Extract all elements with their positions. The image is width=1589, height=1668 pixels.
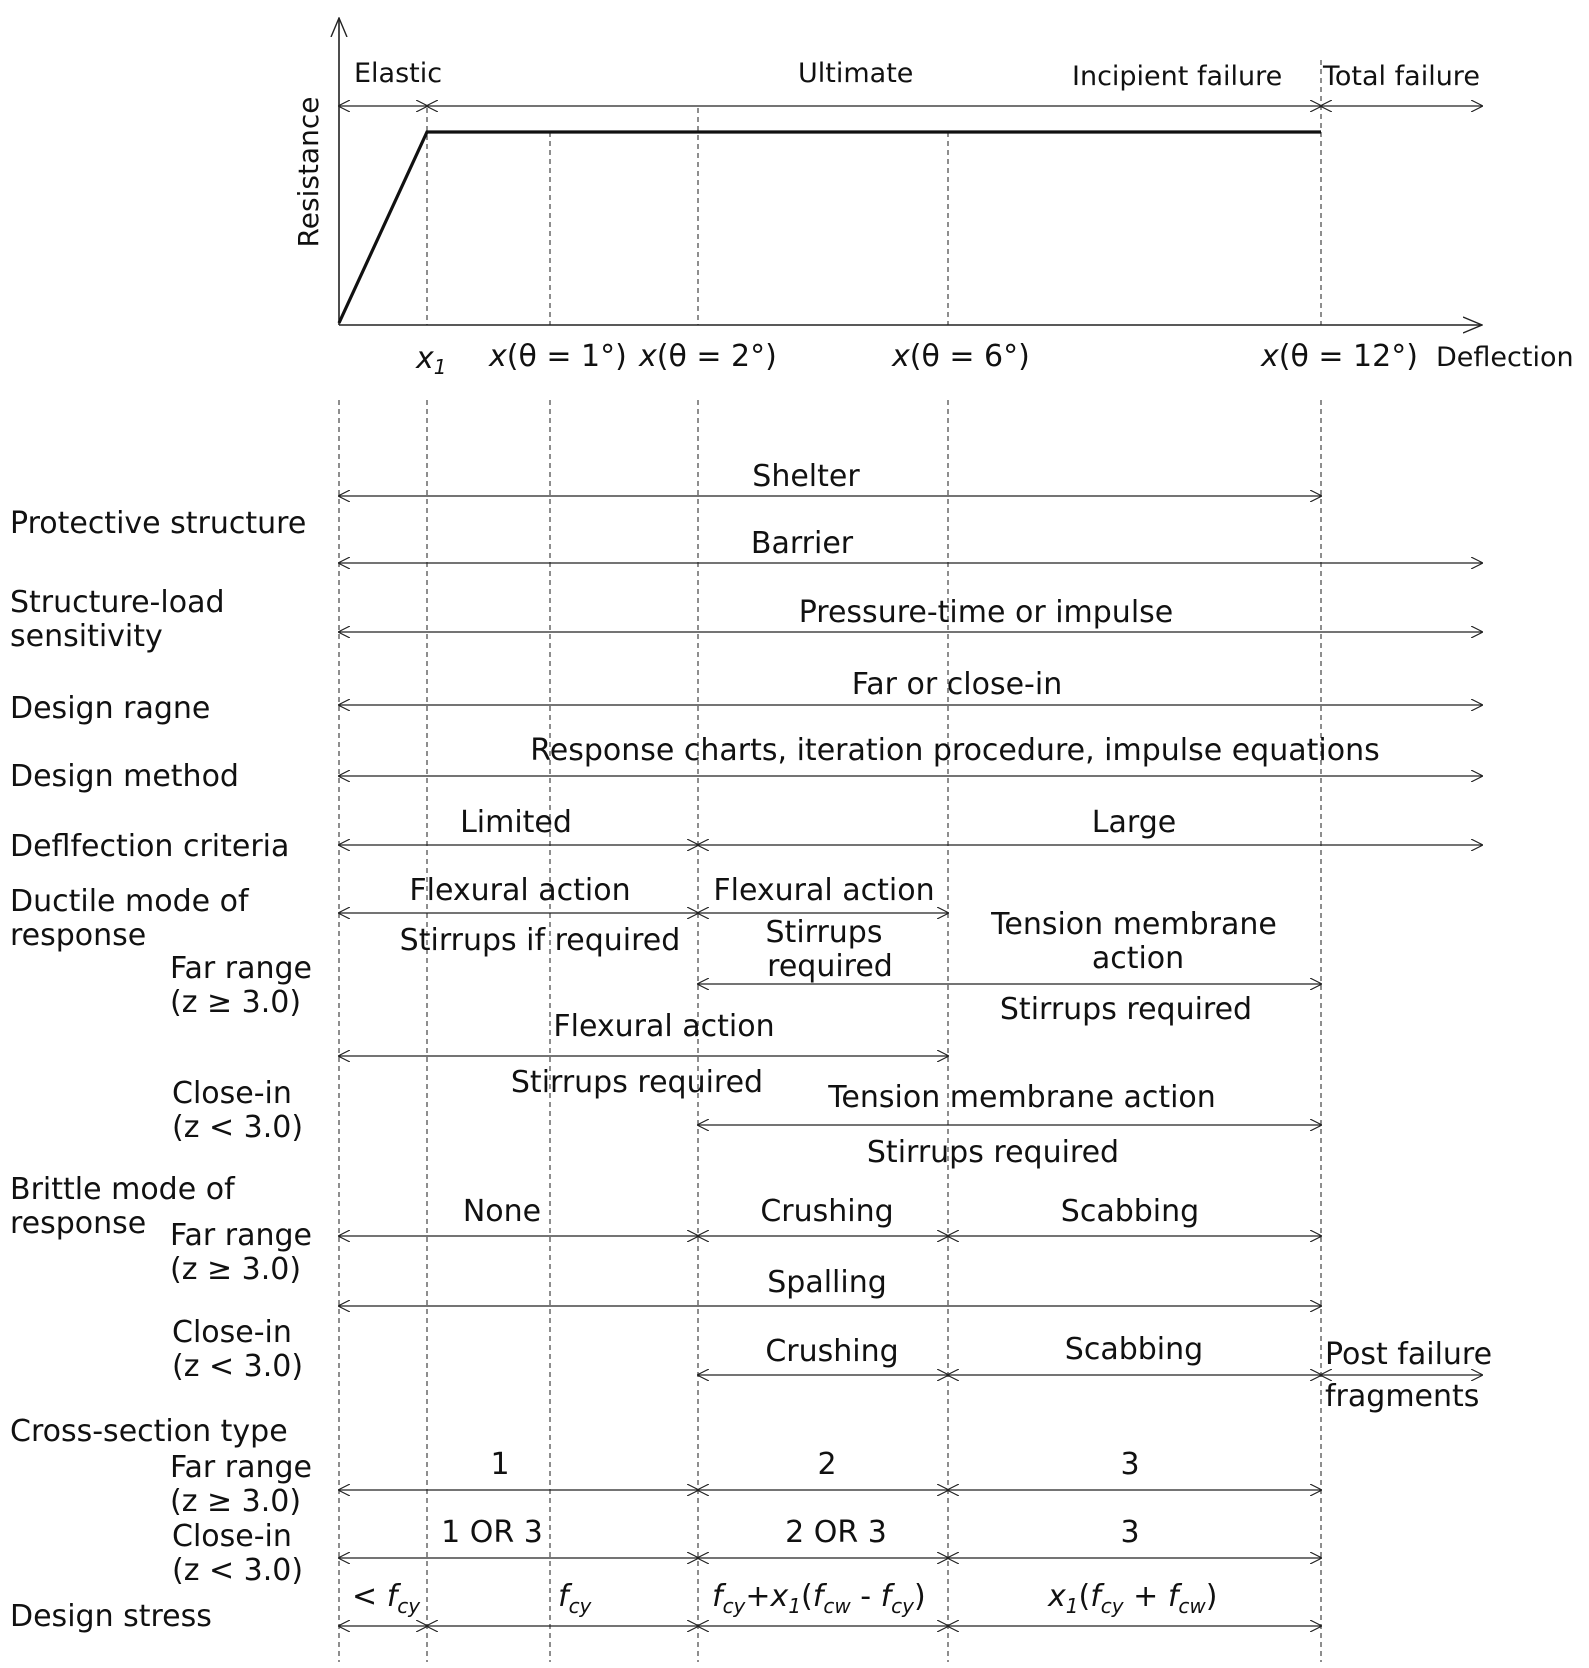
formula-part: f (880, 1579, 892, 1614)
label-ductile-response: response (10, 918, 147, 953)
sub-labels (170, 951, 312, 1588)
label-structure-load: Structure-load (10, 585, 225, 620)
label-design-stress: Design stress (10, 1599, 212, 1634)
label-cs-1-or-3: 1 OR 3 (441, 1515, 543, 1550)
row-labels (400, 459, 1380, 1550)
label-ductile-mode: Ductile mode of (10, 884, 249, 919)
stress-less-than-fcy: < $f_{cy}$ (352, 1579, 421, 1618)
label-crushing-far: Crushing (760, 1194, 894, 1229)
reference-lines (339, 60, 1321, 1662)
x-axis-label: Deflection (1436, 342, 1574, 373)
deflection-ticks (415, 339, 1418, 379)
formula-part: - (850, 1579, 881, 1614)
tick-x1: $x_1$ (416, 341, 447, 379)
zone-incipient-failure: Incipient failure (1072, 61, 1283, 92)
zone-total-failure: Total failure (1323, 61, 1480, 92)
cross-far-z: (z ≥ 3.0) (170, 1484, 302, 1519)
label-tension-membrane-close: Tension membrane action (828, 1080, 1216, 1115)
brittle-far-z: (z ≥ 3.0) (170, 1252, 302, 1287)
label-post-failure: Post failure (1325, 1337, 1493, 1372)
label-spalling: Spalling (767, 1265, 887, 1300)
label-fragments: fragments (1325, 1379, 1480, 1414)
label-stirrups-required-close: Stirrups required (510, 1065, 764, 1100)
label-crushing-close: Crushing (765, 1334, 899, 1369)
label-stirrups: Stirrups (765, 915, 883, 950)
label-required: required (767, 949, 893, 984)
formula-part: f (1090, 1579, 1101, 1614)
formula-part: cw (823, 1594, 851, 1618)
label-large: Large (1091, 805, 1177, 840)
label-stirrups-required-tension: Stirrups required (866, 1135, 1120, 1170)
ductile-close-z: (z < 3.0) (172, 1110, 304, 1145)
label-none: None (462, 1194, 542, 1229)
cross-close-in: Close-in (172, 1519, 292, 1554)
formula-part: ( (1078, 1579, 1091, 1614)
stress-formula-2 (712, 1579, 926, 1618)
range-arrows (339, 106, 1482, 1626)
zone-ultimate: Ultimate (798, 58, 914, 89)
label-brittle-response: response (10, 1206, 147, 1241)
formula-part: ) (914, 1579, 926, 1614)
brittle-close-z: (z < 3.0) (172, 1349, 304, 1384)
label-tension-action: action (1091, 941, 1185, 976)
formula-part: f (712, 1579, 723, 1614)
ductile-far-range: Far range (170, 951, 312, 986)
tick-theta-6: x(θ = 6°) (892, 339, 1030, 374)
stress-formula-3 (1047, 1579, 1217, 1618)
formula-part: x (770, 1579, 789, 1614)
tick-theta-2: x(θ = 2°) (639, 339, 777, 374)
label-pressure-time: Pressure-time or impulse (798, 595, 1174, 630)
resistance-curve (339, 132, 1321, 323)
label-flexural-action-close: Flexural action (553, 1009, 775, 1044)
brittle-close-in: Close-in (172, 1315, 292, 1350)
brittle-far-range: Far range (170, 1218, 312, 1253)
formula-part: + (1123, 1579, 1168, 1614)
formula-part: cy (891, 1594, 914, 1618)
formula-part: 1 (788, 1594, 802, 1618)
label-barrier: Barrier (750, 526, 854, 561)
label-limited: Limited (460, 805, 572, 840)
formula-part: + (745, 1579, 771, 1614)
formula-part: f (812, 1579, 824, 1614)
formula-part: 1 (1065, 1594, 1079, 1618)
label-far-or-close: Far or close-in (851, 667, 1063, 702)
label-scabbing-close: Scabbing (1064, 1332, 1204, 1367)
zone-labels (354, 58, 1480, 92)
label-cs-3-close: 3 (1120, 1515, 1140, 1550)
label-design-range: Design ragne (10, 691, 211, 726)
tick-theta-1: x(θ = 1°) (489, 339, 627, 374)
label-stirrups-required-far: Stirrups required (999, 992, 1253, 1027)
zone-elastic: Elastic (354, 58, 443, 89)
label-cs-2: 2 (817, 1447, 837, 1482)
cross-far-range: Far range (170, 1450, 312, 1485)
label-cs-1: 1 (490, 1447, 510, 1482)
label-deflection-criteria: Deflfection criteria (10, 829, 290, 864)
label-sensitivity: sensitivity (10, 619, 163, 654)
formula-part: cy (722, 1594, 746, 1618)
label-cross-section: Cross-section type (10, 1414, 288, 1449)
label-cs-2-or-3: 2 OR 3 (785, 1515, 887, 1550)
y-axis-label: Resistance (292, 96, 325, 248)
label-protective-structure: Protective structure (10, 506, 307, 541)
label-flexural-action-1: Flexural action (409, 873, 631, 908)
tick-theta-12: x(θ = 12°) (1261, 339, 1418, 374)
formula-part: f (1167, 1579, 1179, 1614)
stress-fcy: $f_{cy}$ (558, 1579, 592, 1618)
label-shelter: Shelter (752, 459, 860, 494)
formula-part: cy (1100, 1594, 1124, 1618)
formula-part: x (1048, 1579, 1066, 1614)
ductile-close-in: Close-in (172, 1076, 292, 1111)
label-flexural-action-2: Flexural action (713, 873, 935, 908)
label-cs-3: 3 (1120, 1447, 1140, 1482)
label-tension-membrane: Tension membrane (991, 907, 1277, 942)
design-stress-labels (352, 1579, 1217, 1618)
formula-part: ( (801, 1579, 813, 1614)
label-scabbing-far: Scabbing (1060, 1194, 1200, 1229)
ductile-far-z: (z ≥ 3.0) (170, 985, 302, 1020)
formula-part: ) (1205, 1579, 1218, 1614)
formula-part: cw (1178, 1594, 1206, 1618)
label-response-charts: Response charts, iteration procedure, impulse equations (530, 733, 1380, 768)
cross-close-z: (z < 3.0) (172, 1553, 304, 1588)
label-design-method: Design method (10, 759, 239, 794)
label-stirrups-if-required: Stirrups if required (399, 923, 681, 958)
label-brittle-mode: Brittle mode of (10, 1172, 235, 1207)
